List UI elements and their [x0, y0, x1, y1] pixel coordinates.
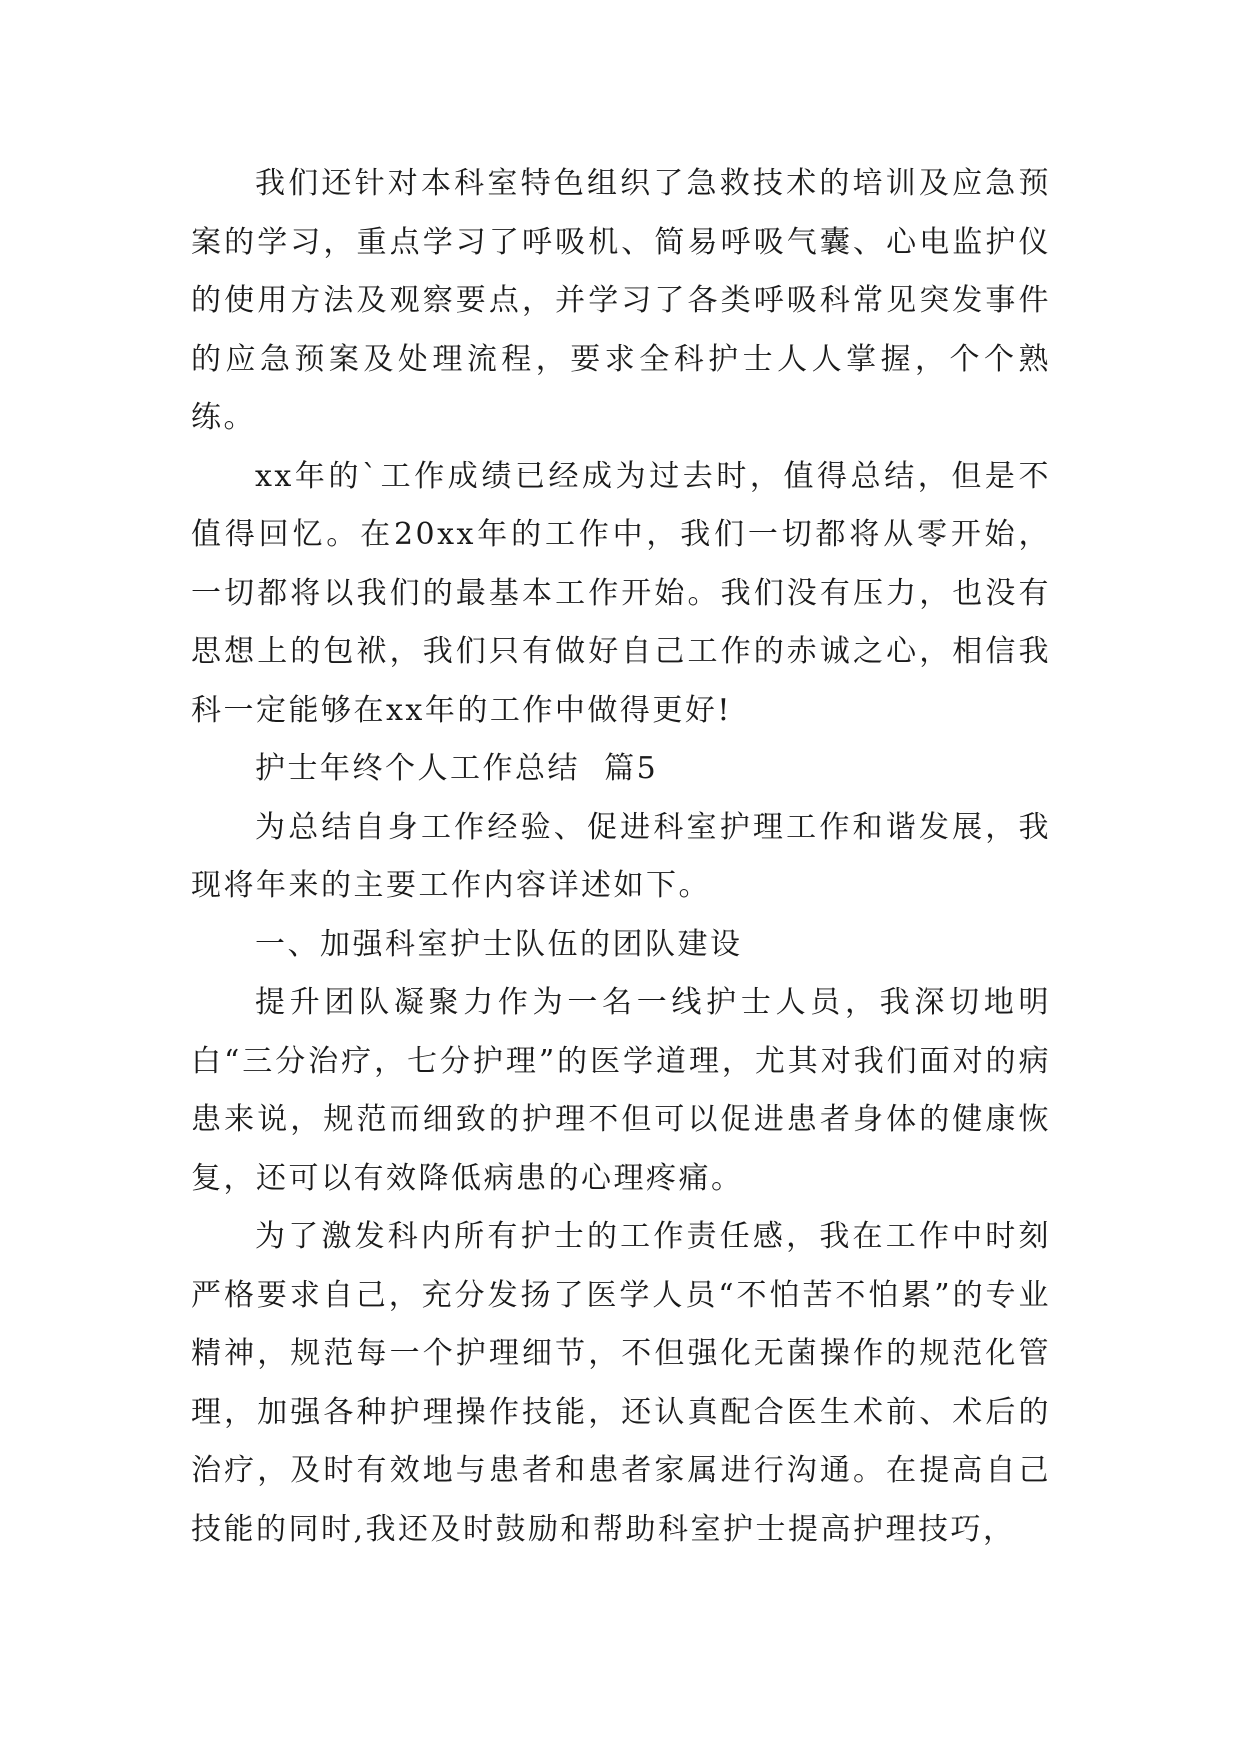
subheading-team-building: 一、加强科室护士队伍的团队建设 [255, 926, 743, 962]
paragraph-work-outlook: xx年的`工作成绩已经成为过去时，值得总结，但是不值得回忆。在20xx年的工作中，我们一切都将从零开始，一切都将以我们的最基本工作开始。我们没有压力，也没有思想上的包袱，我们只有做好自己工作的赤诚之心，相信我科一定能够在xx年的工作中做得更好! [191, 458, 1051, 728]
paragraph-introduction: 为总结自身工作经验、促进科室护理工作和谐发展，我现将年来的主要工作内容详述如下。 [191, 809, 1051, 903]
document-body [191, 155, 1051, 1559]
paragraph-team-cohesion: 提升团队凝聚力作为一名一线护士人员，我深切地明白“三分治疗，七分护理”的医学道理，尤其对我们面对的病患来说，规范而细致的护理不但可以促进患者身体的健康恢复，还可以有效降低病患的心理疼痛。 [191, 985, 1051, 1196]
paragraph-emergency-training: 我们还针对本科室特色组织了急救技术的培训及应急预案的学习，重点学习了呼吸机、简易呼吸气囊、心电监护仪的使用方法及观察要点，并学习了各类呼吸科常见突发事件的应急预案及处理流程，要求全科护士人人掌握，个个熟练。 [191, 166, 1051, 435]
paragraph-responsibility: 为了激发科内所有护士的工作责任感，我在工作中时刻严格要求自己，充分发扬了医学人员“不怕苦不怕累”的专业精神，规范每一个护理细节，不但强化无菌操作的规范化管理，加强各种护理操作技能，还认真配合医生术前、术后的治疗，及时有效地与患者和患者家属进行沟通。在提高自己技能的同时,我还及时鼓励和帮助科室护士提高护理技巧， [191, 1219, 1051, 1547]
section-heading-part-5: 护士年终个人工作总结 篇5 [255, 751, 659, 786]
